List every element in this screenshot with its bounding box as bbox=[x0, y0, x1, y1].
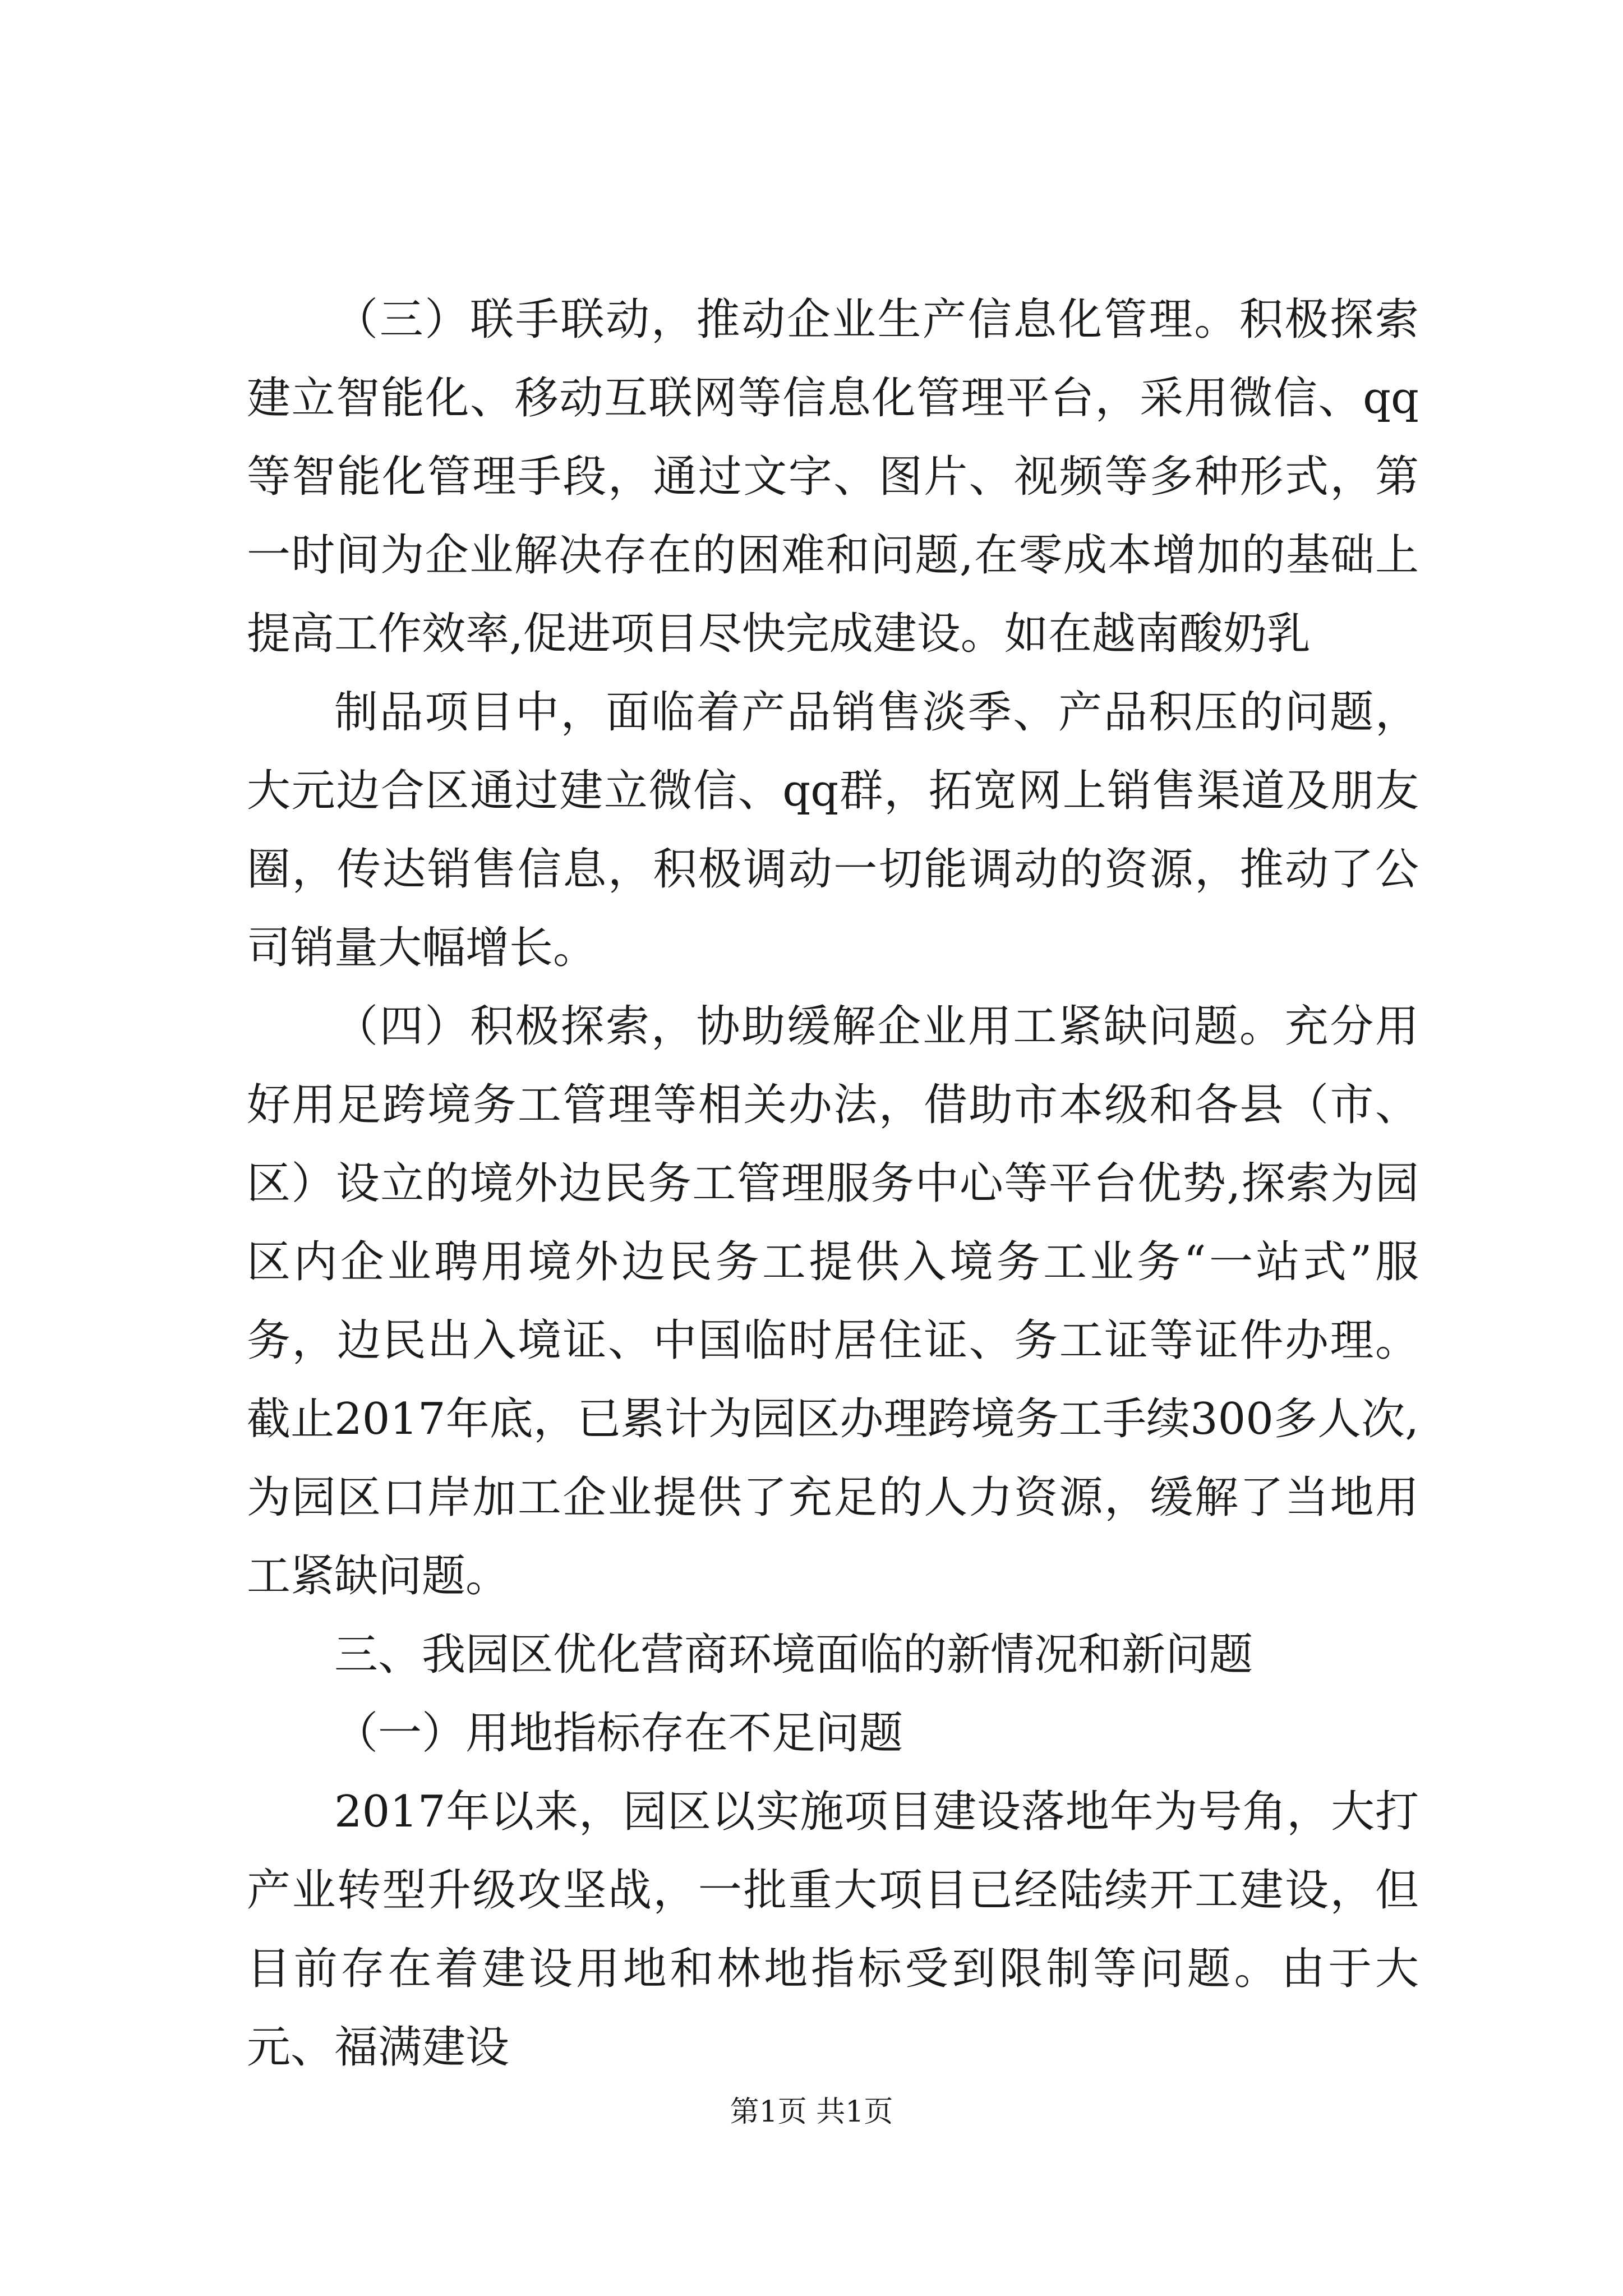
paragraph-labor-shortage: （四）积极探索，协助缓解企业用工紧缺问题。充分用好用足跨境务工管理等相关办法，借助市本级和各县（市、区）设立的境外边民务工管理服务中心等平台优势,探索为园区内企业聘用境外边民务工提供入境务工业务“一站式”服务，边民出入境证、中国临时居住证、务工证等证件办理。截止2017年底，已累计为园区办理跨境务工手续300多人次,为园区口岸加工企业提供了充足的人力资源，缓解了当地用工紧缺问题。 bbox=[247, 1001, 1419, 1602]
subsection-heading: （一）用地指标存在不足问题 bbox=[334, 1708, 903, 1759]
section-heading: 三、我园区优化营商环境面临的新情况和新问题 bbox=[334, 1630, 1253, 1680]
paragraph-informatization: （三）联手联动，推动企业生产信息化管理。积极探索建立智能化、移动互联网等信息化管理平台，采用微信、qq等智能化管理手段，通过文字、图片、视频等多种形式，第一时间为企业解决存在的困难和问题,在零成本增加的基础上提高工作效率,促进项目尽快完成建设。如在越南酸奶乳 bbox=[247, 295, 1419, 659]
document-body bbox=[247, 280, 1419, 2087]
page-footer: 第1页 共1页 bbox=[730, 2095, 893, 2129]
paragraph-land-quota: 2017年以来，园区以实施项目建设落地年为号角，大打产业转型升级攻坚战，一批重大项目已经陆续开工建设，但目前存在着建设用地和林地指标受到限制等问题。由于大元、福满建设 bbox=[247, 1787, 1419, 2073]
paragraph-dairy-project: 制品项目中，面临着产品销售淡季、产品积压的问题，大元边合区通过建立微信、qq群，拓宽网上销售渠道及朋友圈，传达销售信息，积极调动一切能调动的资源，推动了公司销量大幅增长。 bbox=[247, 687, 1419, 973]
